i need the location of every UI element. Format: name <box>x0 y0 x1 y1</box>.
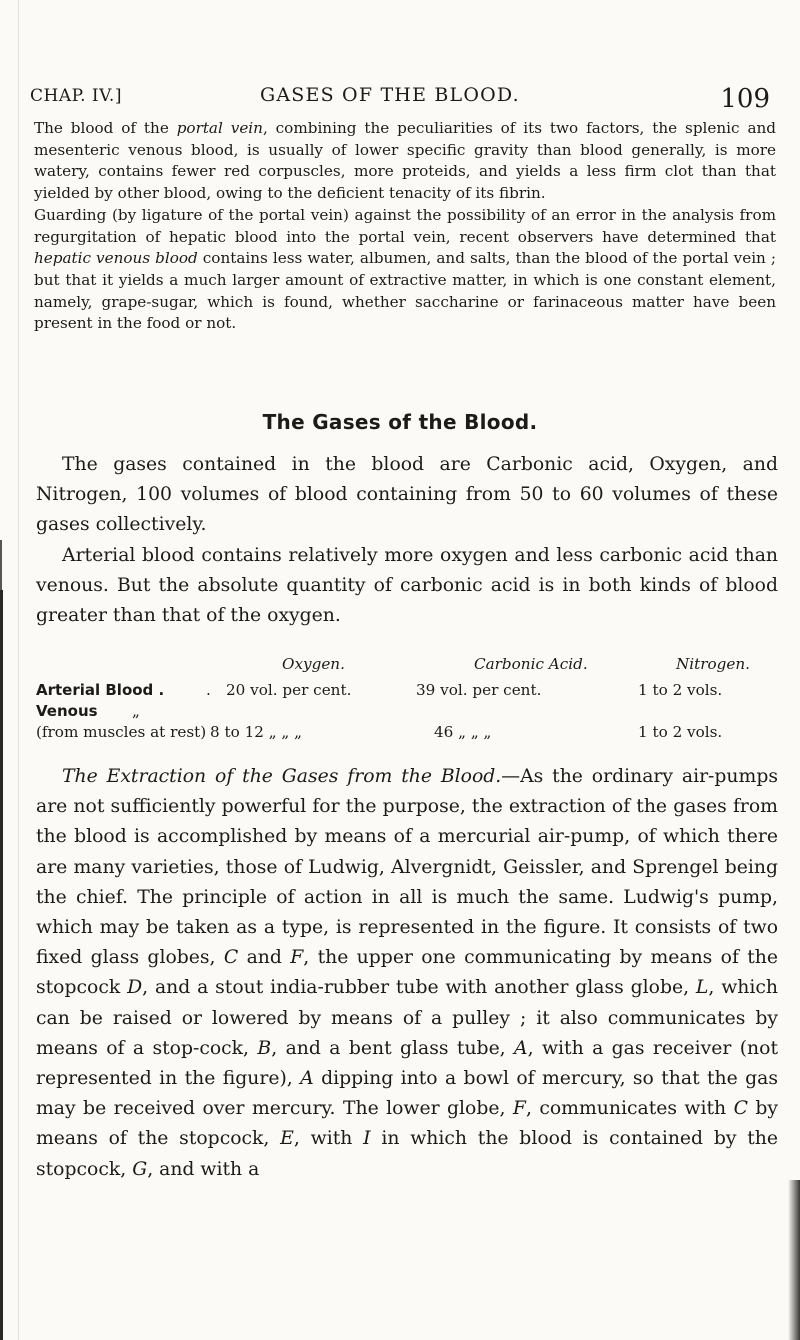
figure-letter: F <box>512 1098 526 1120</box>
small-print-block <box>34 118 776 335</box>
page-number: 109 <box>720 84 770 114</box>
italic-term: portal vein <box>176 119 263 137</box>
figure-letter: C <box>733 1098 748 1120</box>
table-row <box>36 722 778 743</box>
running-title: GASES OF THE BLOOD. <box>260 84 520 106</box>
text-run: , and a stout india-rubber tube with another glass globe, <box>142 977 696 999</box>
text-run: , which can be raised or lowered by means of a pulley ; it also communicates by means of a stop-cock, <box>36 977 778 1059</box>
cell-carbonic: 39 vol. per cent. <box>416 681 542 699</box>
text-run: Guarding (by ligature of the portal vein) against the possibility of an error in the analysis from regurgitation of hepatic blood into the portal vein, recent observers have determined that <box>34 205 776 246</box>
italic-term: hepatic venous blood <box>34 249 198 268</box>
cell-oxygen: 20 vol. per cent. <box>226 681 352 699</box>
figure-letter: A <box>514 1037 528 1059</box>
figure-letter: A <box>300 1068 314 1090</box>
text-run: , communicates with <box>525 1098 734 1120</box>
cell-nitrogen: 1 to 2 vols. <box>638 681 723 699</box>
row-label: (from muscles at rest) <box>36 723 207 741</box>
extraction-block <box>36 762 778 1185</box>
text-run: , with a gas receiver (not represented in the figure), <box>36 1037 778 1090</box>
cell-carbonic: 46 „ „ „ <box>434 723 492 741</box>
row-ditto: „ <box>132 702 140 720</box>
text-run: , and a bent glass tube, <box>271 1037 515 1059</box>
cell-nitrogen: 1 to 2 vols. <box>638 723 723 741</box>
portal-vein-paragraph <box>34 118 776 205</box>
header-oxygen: Oxygen. <box>282 655 345 673</box>
figure-letter: E <box>280 1128 294 1150</box>
table-row <box>36 680 778 701</box>
row-dots: . <box>206 681 211 699</box>
text-run: by means of the stopcock, <box>36 1098 779 1150</box>
running-head <box>30 78 770 118</box>
figure-letter: B <box>257 1037 272 1059</box>
text-run: dipping into a bowl of mercury, so that the gas may be received over mercury. The lower globe, <box>36 1068 778 1120</box>
figure-letter: L <box>695 977 709 999</box>
text-run: , combining the peculiarities of its two factors, the splenic and mesenteric venous blood, is usually of lower specific gravity than blood generally, is more watery, contains fewer red corpuscles, more proteids, and yields a less firm clot than that yielded by other blood, owing to the deficient tenacity of its fibrin. <box>34 119 776 203</box>
page-crease <box>18 0 19 1340</box>
text-run: —As the ordinary air-pumps are not sufficiently powerful for the purpose, the extraction of the gases from the blood is accomplished by means of a mercurial air-pump, of which there are many varieties, those of Ludwig, Alvergnidt, Geissler, and Sprengel being the chief. The principle of action in all is much the same. Ludwig's pump, which may be taken as a type, is represented in the figure. It consists of two fixed glass globes, <box>36 766 778 969</box>
gutter-shadow-right <box>788 1180 800 1340</box>
figure-letter: C <box>223 947 239 969</box>
chapter-label: CHAP. IV.] <box>30 86 122 106</box>
intro-block <box>36 450 778 631</box>
intro-paragraph-1: The gases contained in the blood are Carbonic acid, Oxygen, and Nitrogen, 100 volumes of blood containing from 50 to 60 volumes of these gases collectively. <box>36 454 778 536</box>
extraction-paragraph <box>36 762 778 1185</box>
text-run: , the upper one communicating by means of the stopcock <box>36 947 778 999</box>
figure-letter: D <box>127 977 143 999</box>
hepatic-paragraph <box>34 205 776 335</box>
row-label: Arterial Blood . <box>36 681 165 699</box>
text-run: , and with a <box>147 1158 260 1180</box>
figure-letter: G <box>132 1158 148 1180</box>
text-run: The blood of the <box>34 119 177 137</box>
cell-oxygen: 8 to 12 „ „ „ <box>210 723 302 741</box>
header-carbonic-acid: Carbonic Acid. <box>474 655 588 673</box>
header-nitrogen: Nitrogen. <box>676 655 750 673</box>
figure-letter: I <box>363 1128 371 1150</box>
table-row <box>36 701 778 722</box>
row-label: Venous <box>36 702 98 720</box>
figure-letter: F <box>290 947 304 969</box>
text-run: contains less water, albumen, and salts, than the blood of the portal vein ; but that it yields a much larger amount of extractive matter, in which is one constant element, namely, grape-sugar, which is found, whether saccharine or farinaceous matter have been present in the food or not. <box>34 249 776 333</box>
text-run: and <box>238 947 291 969</box>
gutter-shadow <box>0 590 3 1340</box>
text-run: in which the blood is contained by the stopcock, <box>36 1128 778 1180</box>
section-heading: The Gases of the Blood. <box>262 410 538 434</box>
intro-paragraph-2: Arterial blood contains relatively more oxygen and less carbonic acid than venous. But the absolute quantity of carbonic acid is in both kinds of blood greater than that of the oxygen. <box>36 544 778 627</box>
extraction-title: The Extraction of the Gases from the Blood. <box>62 766 502 787</box>
text-run: , with <box>293 1128 364 1150</box>
